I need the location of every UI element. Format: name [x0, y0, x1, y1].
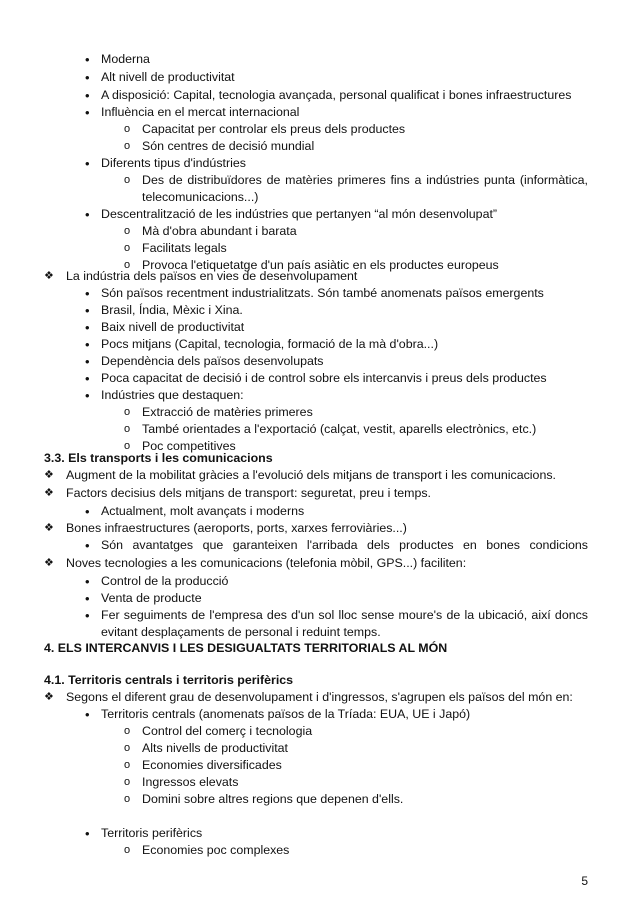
- bullet-diamond: ❖: [44, 487, 54, 499]
- bullet-diamond: ❖: [44, 469, 54, 481]
- bullet-circle: o: [124, 123, 131, 135]
- bullet-dot: •: [85, 88, 90, 103]
- section-heading-4: 4. ELS INTERCANVIS I LES DESIGUALTATS TERRITORIALS AL MÓN: [44, 641, 448, 655]
- bullet-circle: o: [124, 793, 131, 805]
- bullet-circle: o: [124, 776, 131, 788]
- bullet-diamond: ❖: [44, 557, 54, 569]
- bullet-dot: •: [85, 591, 90, 606]
- bullet-dot: •: [85, 826, 90, 841]
- bullet-dot: •: [85, 70, 90, 85]
- section-heading-3-3: 3.3. Els transports i les comunicacions: [44, 451, 273, 465]
- bullet-dot: •: [85, 504, 90, 519]
- bullet-dot: •: [85, 388, 90, 403]
- bullet-dot: •: [85, 608, 90, 623]
- bullet-circle: o: [124, 174, 131, 186]
- list-item-continuation: telecomunicacions...): [142, 190, 259, 204]
- bullet-diamond: ❖: [44, 691, 54, 703]
- document-page: • Moderna • Alt nivell de productivitat • A disposició: Capital, tecnologia avançada, personal qualificat i bones infraestructures • Influència en el mercat internacional o Capacitat per controlar els preus dels productes o Són centres de decisió mundial • Diferents tipus d'indústries o Des de distribuïdores de matèries primeres fins a indústries punta (informàtica, telecomunicacions...) • Descentralització de les indústries que pertanyen “al món desenvolupat” o Mà d'obra abundant i barata o Facilitats legals o Provoca l'etiquetatge d'un país asiàtic en els productes europeus ❖ La indústria dels països en vies de desenvolupament • Són països recentment industrialitzats. Són també anomenats països emergents • Brasil, Índia, Mèxic i Xina. • Baix nivell de productivitat • Pocs mitjans (Capital, tecnologia, formació de la mà d'obra...) • Dependència dels països desenvolupats • Poca capacitat de decisió i de control sobre els intercanvis i preus dels productes • Indústries que destaquen: o Extracció de matèries primeres o També orientades a l'exportació (calçat, vestit, aparells electrònics, etc.) o Poc competitives 3.3. Els transports i les comunicacions ❖ Augment de la mobilitat gràcies a l'evolució dels mitjans de transport i les comunicacions. ❖ Factors decisius dels mitjans de transport: seguretat, preu i temps. • Actualment, molt avançats i moderns ❖ Bones infraestructures (aeroports, ports, xarxes ferroviàries...) • Són avantatges que garanteixen l'arribada dels productes en bones condicions ❖ Noves tecnologies a les comunicacions (telefonia mòbil, GPS...) faciliten: • Control de la producció • Venta de producte • Fer seguiments de l'empresa des d'un sol lloc sense moure's de la ubicació, així doncs evitant desplaçaments de personal i reduint temps. 4. ELS INTERCANVIS I LES DESIGUALTATS TERRITORIALS AL MÓN 4.1. Territoris centrals i territoris perifèrics ❖ Segons el diferent grau de desenvolupament i d'ingressos, s'agrupen els països del món en: • Territoris centrals (anomenats països de la Tríada: EUA, UE i Japó) o Control del comerç i tecnologia o Alts nivells de productivitat o Economies diversificades o Ingressos elevats o Domini sobre altres regions que depenen d'ells. 5 • Territoris perifèrics o Economies poc complexes: [44, 52, 588, 888]
- bullet-dot: •: [85, 707, 90, 722]
- section-heading-4-1: 4.1. Territoris centrals i territoris perifèrics: [44, 673, 294, 687]
- bullet-diamond: ❖: [44, 522, 54, 534]
- bullet-dot: •: [85, 574, 90, 589]
- list-item: • Fer seguiments de l'empresa des d'un sol lloc sense moure's de la ubicació, així doncs: [85, 608, 588, 623]
- page-number: 5: [581, 874, 588, 888]
- bullet-diamond: ❖: [44, 270, 54, 282]
- bullet-dot: •: [85, 52, 90, 67]
- bullet-circle: o: [124, 242, 131, 254]
- bullet-circle: o: [124, 406, 131, 418]
- bullet-circle: o: [124, 225, 131, 237]
- bullet-dot: •: [85, 286, 90, 301]
- bullet-circle: o: [124, 742, 131, 754]
- bullet-dot: •: [85, 354, 90, 369]
- list-item: • Són avantatges que garanteixen l'arribada dels productes en bones condicions: [85, 538, 588, 553]
- bullet-circle: o: [124, 440, 131, 452]
- list-item: o Des de distribuïdores de matèries primeres fins a indústries punta (informàtica,: [124, 173, 588, 187]
- bullet-circle: o: [124, 423, 131, 435]
- bullet-dot: •: [85, 207, 90, 222]
- bullet-dot: •: [85, 538, 90, 553]
- bullet-dot: •: [85, 371, 90, 386]
- bullet-circle: o: [124, 140, 131, 152]
- bullet-dot: •: [85, 156, 90, 171]
- bullet-circle: o: [124, 725, 131, 737]
- list-item-continuation: evitant desplaçaments de personal i reduint temps.: [101, 625, 381, 639]
- bullet-dot: •: [85, 303, 90, 318]
- bullet-dot: •: [85, 337, 90, 352]
- bullet-dot: •: [85, 320, 90, 335]
- bullet-circle: o: [124, 759, 131, 771]
- bullet-circle: o: [124, 844, 131, 856]
- bullet-circle: o: [124, 259, 131, 271]
- bullet-dot: •: [85, 105, 90, 120]
